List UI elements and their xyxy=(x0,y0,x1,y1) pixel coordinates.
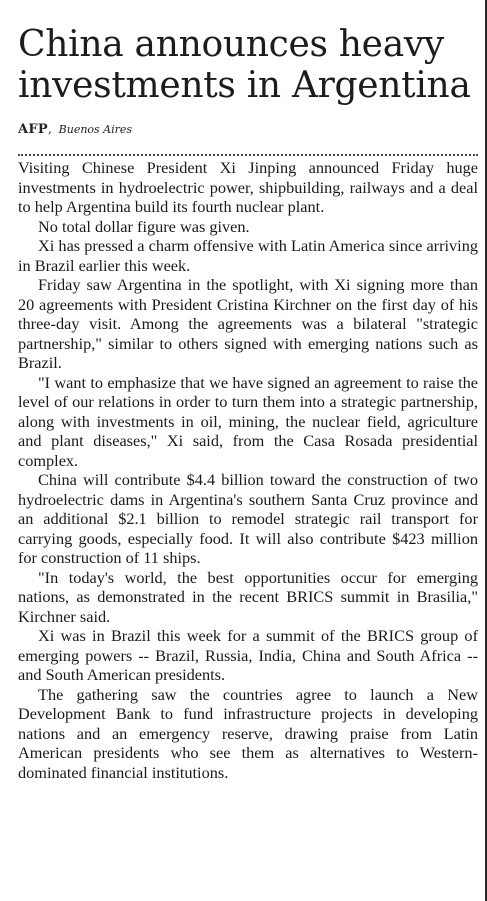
paragraph: China will contribute $4.4 billion toward the construction of two hydroelectric dams in Argentina's southern Santa Cruz province and an additional $2.1 billion to remodel strategic rail transport for carrying goods, especially food. It will also contribute $423 million for construction of 11 ships. xyxy=(18,470,478,567)
article-body xyxy=(18,158,478,782)
paragraph: "In today's world, the best opportunities occur for emerging nations, as demonstrated in the recent BRICS summit in Brasilia," Kirchner said. xyxy=(18,567,478,626)
paragraph: The gathering saw the countries agree to launch a New Development Bank to fund infrastructure projects in developing nations and an emergency reserve, drawing praise from Latin American presidents who see them as alternatives to Western-dominated financial institutions. xyxy=(18,684,478,782)
paragraph: Visiting Chinese President Xi Jinping announced Friday huge investments in hydroelectric power, shipbuilding, railways and a deal to help Argentina build its fourth nuclear plant. xyxy=(18,158,478,216)
byline-location: Buenos Aires xyxy=(58,123,133,136)
paragraph: Friday saw Argentina in the spotlight, with Xi signing more than 20 agreements with President Cristina Kirchner on the first day of his three-day visit. Among the agreements was a bilateral "strategic partnership," similar to others signed with emerging nations such as Brazil. xyxy=(18,275,478,372)
paragraph: Xi was in Brazil this week for a summit of the BRICS group of emerging powers -- Brazil, Russia, India, China and South Africa -- and South American presidents. xyxy=(18,626,478,684)
paragraph: No total dollar figure was given. xyxy=(38,216,250,236)
byline: AFP, Buenos Aires xyxy=(18,122,133,137)
paragraph: "I want to emphasize that we have signed an agreement to raise the level of our relations in order to turn them into a strategic partnership, along with investments in oil, mining, the nuclear field, agriculture and plant diseases," Xi said, from the Casa Rosada presidential complex. xyxy=(18,372,478,470)
dotted-divider xyxy=(18,154,478,156)
byline-agency: AFP xyxy=(18,122,48,137)
paragraph: Xi has pressed a charm offensive with Latin America since arriving in Brazil earlier this week. xyxy=(18,236,478,275)
headline: China announces heavy investments in Argentina xyxy=(18,24,471,106)
